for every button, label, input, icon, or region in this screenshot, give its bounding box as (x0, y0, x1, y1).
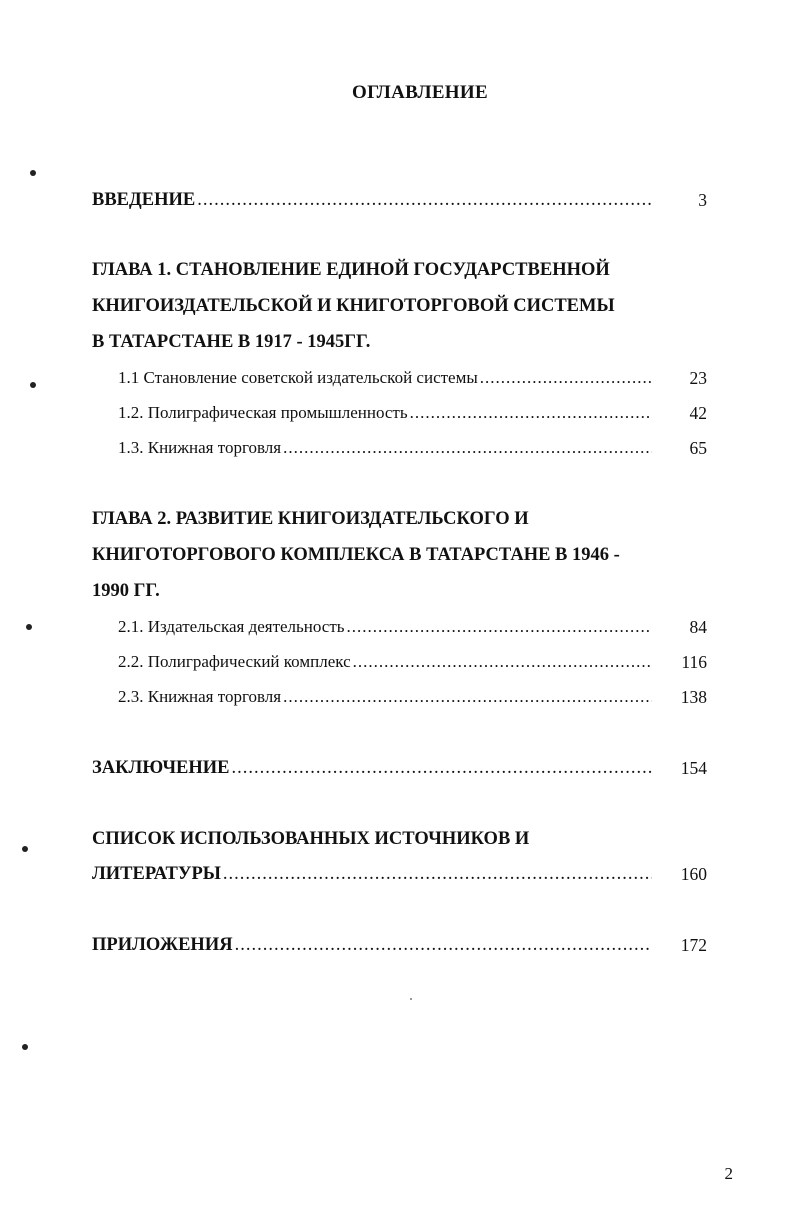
toc-entry-conclusion[interactable] (92, 758, 652, 779)
binding-hole-mark (22, 1044, 28, 1050)
scan-speck (410, 998, 412, 1000)
toc-entry-label: ЛИТЕРАТУРЫ (92, 864, 221, 884)
toc-entry-label: 1.3. Книжная торговля (118, 438, 282, 457)
toc-entry-page: 138 (680, 687, 707, 707)
toc-entry-label: 2.2. Полиграфический комплекс (118, 652, 351, 671)
dot-leader (283, 687, 652, 707)
toc-entry-sources[interactable] (92, 864, 652, 885)
binding-hole-mark (30, 382, 36, 388)
dot-leader (197, 190, 652, 211)
toc-entry-appendix[interactable] (92, 935, 652, 956)
toc-entry-page: 23 (689, 368, 707, 388)
toc-entry-page: 172 (680, 935, 707, 955)
dot-leader (235, 935, 652, 956)
dot-leader (410, 403, 652, 423)
toc-entry-label: 1.1 Становление советской издательской системы (118, 368, 478, 387)
dot-leader (283, 438, 652, 458)
toc-entry-page: 42 (689, 403, 707, 423)
toc-entry-label: 2.1. Издательская деятельность (118, 617, 345, 636)
binding-hole-mark (22, 846, 28, 852)
chapter-1-heading-line[interactable]: КНИГОИЗДАТЕЛЬСКОЙ И КНИГОТОРГОВОЙ СИСТЕМЫ (92, 296, 615, 316)
page-number: 2 (724, 1164, 733, 1183)
toc-entry-page: 84 (689, 617, 707, 637)
toc-entry-page: 154 (680, 758, 707, 778)
toc-entry-1-3[interactable] (118, 438, 652, 458)
toc-entry-page: 160 (680, 864, 707, 884)
toc-entry-label: 1.2. Полиграфическая промышленность (118, 403, 408, 422)
chapter-2-heading-line[interactable]: КНИГОТОРГОВОГО КОМПЛЕКСА В ТАТАРСТАНЕ В 1946 - (92, 545, 620, 565)
toc-entry-intro[interactable] (92, 190, 652, 211)
dot-leader (223, 864, 652, 885)
toc-entry-label: ПРИЛОЖЕНИЯ (92, 935, 233, 955)
toc-entry-2-3[interactable] (118, 687, 652, 707)
toc-entry-label: ЗАКЛЮЧЕНИЕ (92, 758, 230, 778)
toc-entry-page: 3 (698, 190, 707, 210)
page-title: ОГЛАВЛЕНИЕ (352, 82, 488, 103)
toc-entry-label: 2.3. Книжная торговля (118, 687, 282, 706)
toc-entry-1-1[interactable] (118, 368, 652, 388)
chapter-2-heading-line[interactable]: 1990 ГГ. (92, 581, 160, 601)
toc-entry-label: ВВЕДЕНИЕ (92, 190, 196, 210)
dot-leader (232, 758, 653, 779)
dot-leader (353, 652, 652, 672)
toc-entry-1-2[interactable] (118, 403, 652, 423)
toc-entry-2-2[interactable] (118, 652, 652, 672)
chapter-2-heading-line[interactable]: ГЛАВА 2. РАЗВИТИЕ КНИГОИЗДАТЕЛЬСКОГО И (92, 509, 529, 529)
chapter-1-heading-line[interactable]: В ТАТАРСТАНЕ В 1917 - 1945ГГ. (92, 332, 371, 352)
dot-leader (480, 368, 652, 388)
binding-hole-mark (30, 170, 36, 176)
dot-leader (347, 617, 652, 637)
toc-entry-page: 65 (689, 438, 707, 458)
binding-hole-mark (26, 624, 32, 630)
toc-entry-2-1[interactable] (118, 617, 652, 637)
chapter-1-heading-line[interactable]: ГЛАВА 1. СТАНОВЛЕНИЕ ЕДИНОЙ ГОСУДАРСТВЕННОЙ (92, 260, 610, 280)
sources-heading-line[interactable]: СПИСОК ИСПОЛЬЗОВАННЫХ ИСТОЧНИКОВ И (92, 829, 530, 849)
toc-entry-page: 116 (681, 652, 707, 672)
